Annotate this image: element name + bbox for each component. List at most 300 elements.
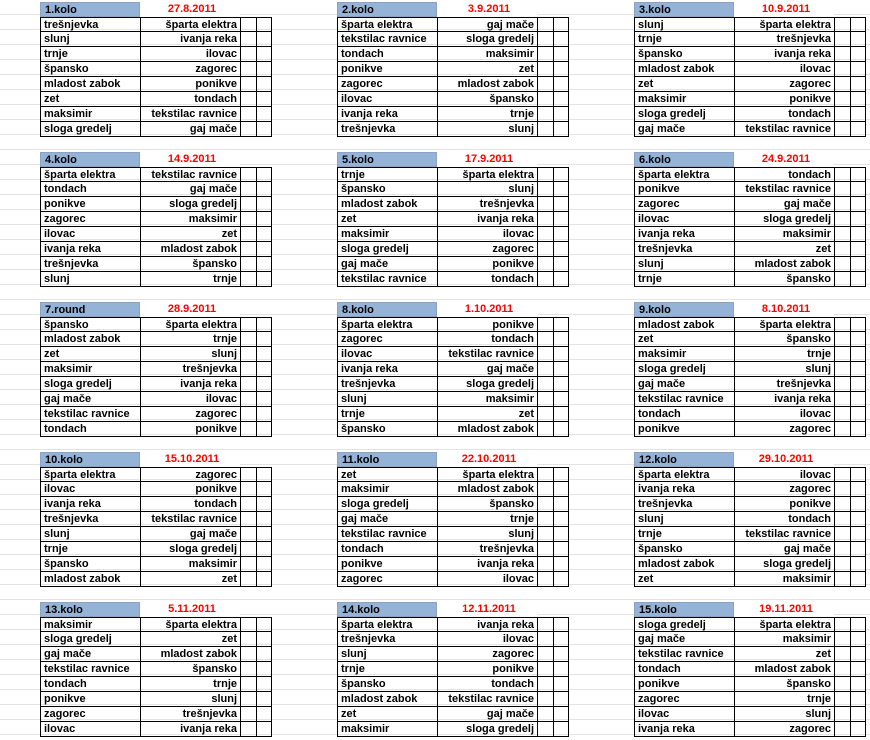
home-team-cell[interactable]: tekstilac ravnice	[40, 407, 140, 422]
round-date[interactable]: 3.9.2011	[437, 2, 537, 17]
away-score-cell[interactable]	[850, 662, 866, 677]
home-team-cell[interactable]: trnje	[40, 47, 140, 62]
home-score-cell[interactable]	[537, 617, 553, 632]
away-score-cell[interactable]	[256, 497, 272, 512]
away-score-cell[interactable]	[553, 692, 569, 707]
home-score-cell[interactable]	[537, 197, 553, 212]
away-score-cell[interactable]	[850, 257, 866, 272]
away-score-cell[interactable]	[850, 692, 866, 707]
home-team-cell[interactable]: sloga gredelj	[337, 242, 437, 257]
away-team-cell[interactable]: ilovac	[734, 467, 834, 482]
home-score-cell[interactable]	[834, 512, 850, 527]
home-team-cell[interactable]: ilovac	[337, 92, 437, 107]
home-team-cell[interactable]: trešnjevka	[337, 122, 437, 137]
home-score-cell[interactable]	[834, 662, 850, 677]
away-team-cell[interactable]: ilovac	[734, 407, 834, 422]
round-date[interactable]: 8.10.2011	[734, 302, 834, 317]
away-score-cell[interactable]	[256, 17, 272, 32]
home-score-cell[interactable]	[834, 722, 850, 737]
round-title[interactable]: 7.round	[40, 302, 140, 317]
away-team-cell[interactable]: sloga gredelj	[734, 557, 834, 572]
home-score-cell[interactable]	[537, 542, 553, 557]
away-score-cell[interactable]	[553, 392, 569, 407]
away-team-cell[interactable]: ilovac	[437, 572, 537, 587]
away-score-cell[interactable]	[850, 542, 866, 557]
home-team-cell[interactable]: tondach	[634, 662, 734, 677]
away-score-cell[interactable]	[553, 377, 569, 392]
away-team-cell[interactable]: gaj mače	[437, 17, 537, 32]
away-team-cell[interactable]: slunj	[437, 182, 537, 197]
away-score-cell[interactable]	[850, 512, 866, 527]
home-score-cell[interactable]	[537, 17, 553, 32]
home-team-cell[interactable]: ivanja reka	[634, 722, 734, 737]
round-title[interactable]: 12.kolo	[634, 452, 734, 467]
away-score-cell[interactable]	[553, 362, 569, 377]
home-team-cell[interactable]: trnje	[634, 527, 734, 542]
away-team-cell[interactable]: zet	[140, 632, 240, 647]
away-score-cell[interactable]	[256, 512, 272, 527]
away-team-cell[interactable]: špansko	[437, 497, 537, 512]
away-score-cell[interactable]	[256, 317, 272, 332]
home-score-cell[interactable]	[537, 122, 553, 137]
home-score-cell[interactable]	[240, 317, 256, 332]
away-score-cell[interactable]	[850, 32, 866, 47]
home-team-cell[interactable]: slunj	[634, 257, 734, 272]
away-score-cell[interactable]	[850, 572, 866, 587]
away-team-cell[interactable]: šparta elektra	[734, 617, 834, 632]
home-team-cell[interactable]: maksimir	[337, 722, 437, 737]
home-team-cell[interactable]: ivanja reka	[634, 227, 734, 242]
away-team-cell[interactable]: mladost zabok	[437, 77, 537, 92]
home-team-cell[interactable]: zet	[40, 347, 140, 362]
away-score-cell[interactable]	[850, 212, 866, 227]
home-team-cell[interactable]: tekstilac ravnice	[634, 392, 734, 407]
home-score-cell[interactable]	[240, 227, 256, 242]
home-team-cell[interactable]: šparta elektra	[634, 167, 734, 182]
away-team-cell[interactable]: ivanja reka	[140, 377, 240, 392]
away-score-cell[interactable]	[553, 617, 569, 632]
away-team-cell[interactable]: špansko	[734, 332, 834, 347]
home-team-cell[interactable]: slunj	[337, 392, 437, 407]
home-score-cell[interactable]	[834, 557, 850, 572]
home-team-cell[interactable]: sloga gredelj	[634, 362, 734, 377]
home-team-cell[interactable]: tondach	[634, 407, 734, 422]
away-team-cell[interactable]: gaj mače	[140, 122, 240, 137]
home-score-cell[interactable]	[834, 542, 850, 557]
round-date[interactable]: 15.10.2011	[140, 452, 240, 467]
away-score-cell[interactable]	[256, 647, 272, 662]
away-team-cell[interactable]: ponikve	[437, 257, 537, 272]
round-title[interactable]: 13.kolo	[40, 602, 140, 617]
home-score-cell[interactable]	[240, 392, 256, 407]
away-score-cell[interactable]	[553, 422, 569, 437]
away-score-cell[interactable]	[256, 92, 272, 107]
round-title[interactable]: 15.kolo	[634, 602, 734, 617]
away-team-cell[interactable]: ivanja reka	[437, 617, 537, 632]
home-score-cell[interactable]	[240, 197, 256, 212]
away-score-cell[interactable]	[553, 32, 569, 47]
home-team-cell[interactable]: trešnjevka	[40, 17, 140, 32]
home-score-cell[interactable]	[834, 707, 850, 722]
away-team-cell[interactable]: ivanja reka	[437, 212, 537, 227]
away-score-cell[interactable]	[256, 362, 272, 377]
home-team-cell[interactable]: mladost zabok	[634, 317, 734, 332]
away-score-cell[interactable]	[850, 557, 866, 572]
home-team-cell[interactable]: ilovac	[634, 212, 734, 227]
round-title[interactable]: 8.kolo	[337, 302, 437, 317]
home-team-cell[interactable]: zet	[634, 332, 734, 347]
home-score-cell[interactable]	[240, 662, 256, 677]
home-score-cell[interactable]	[537, 62, 553, 77]
home-team-cell[interactable]: špansko	[40, 62, 140, 77]
home-score-cell[interactable]	[537, 467, 553, 482]
home-score-cell[interactable]	[537, 257, 553, 272]
away-team-cell[interactable]: trešnjevka	[140, 362, 240, 377]
away-team-cell[interactable]: gaj mače	[140, 527, 240, 542]
home-team-cell[interactable]: sloga gredelj	[634, 617, 734, 632]
home-team-cell[interactable]: trešnjevka	[634, 242, 734, 257]
away-score-cell[interactable]	[256, 257, 272, 272]
away-team-cell[interactable]: trešnjevka	[437, 542, 537, 557]
away-score-cell[interactable]	[850, 617, 866, 632]
away-score-cell[interactable]	[850, 182, 866, 197]
away-team-cell[interactable]: špansko	[734, 272, 834, 287]
away-score-cell[interactable]	[850, 92, 866, 107]
away-team-cell[interactable]: zagorec	[140, 62, 240, 77]
home-team-cell[interactable]: gaj mače	[634, 122, 734, 137]
away-team-cell[interactable]: tekstilac ravnice	[140, 107, 240, 122]
home-team-cell[interactable]: ivanja reka	[337, 107, 437, 122]
home-team-cell[interactable]: šparta elektra	[337, 317, 437, 332]
home-team-cell[interactable]: šparta elektra	[337, 17, 437, 32]
away-team-cell[interactable]: gaj mače	[140, 182, 240, 197]
home-score-cell[interactable]	[240, 347, 256, 362]
home-team-cell[interactable]: špansko	[634, 542, 734, 557]
home-team-cell[interactable]: trešnjevka	[40, 257, 140, 272]
home-team-cell[interactable]: šparta elektra	[634, 467, 734, 482]
home-score-cell[interactable]	[537, 647, 553, 662]
home-team-cell[interactable]: gaj mače	[634, 377, 734, 392]
home-score-cell[interactable]	[537, 47, 553, 62]
away-score-cell[interactable]	[553, 92, 569, 107]
away-team-cell[interactable]: šparta elektra	[140, 317, 240, 332]
home-score-cell[interactable]	[537, 377, 553, 392]
home-score-cell[interactable]	[240, 632, 256, 647]
away-team-cell[interactable]: ilovac	[437, 632, 537, 647]
away-team-cell[interactable]: ponikve	[140, 422, 240, 437]
away-team-cell[interactable]: tondach	[734, 167, 834, 182]
away-score-cell[interactable]	[553, 482, 569, 497]
home-score-cell[interactable]	[537, 347, 553, 362]
home-score-cell[interactable]	[834, 407, 850, 422]
away-team-cell[interactable]: trešnjevka	[437, 197, 537, 212]
away-team-cell[interactable]: tekstilac ravnice	[140, 167, 240, 182]
away-score-cell[interactable]	[850, 722, 866, 737]
away-score-cell[interactable]	[553, 557, 569, 572]
away-score-cell[interactable]	[850, 647, 866, 662]
away-team-cell[interactable]: sloga gredelj	[437, 32, 537, 47]
home-team-cell[interactable]: sloga gredelj	[634, 107, 734, 122]
home-team-cell[interactable]: zagorec	[634, 692, 734, 707]
home-team-cell[interactable]: trnje	[40, 542, 140, 557]
home-team-cell[interactable]: ilovac	[40, 482, 140, 497]
home-score-cell[interactable]	[537, 242, 553, 257]
away-team-cell[interactable]: ivanja reka	[734, 392, 834, 407]
away-team-cell[interactable]: šparta elektra	[734, 317, 834, 332]
away-team-cell[interactable]: ponikve	[437, 317, 537, 332]
round-date[interactable]: 22.10.2011	[437, 452, 537, 467]
away-score-cell[interactable]	[553, 722, 569, 737]
away-team-cell[interactable]: trnje	[140, 677, 240, 692]
away-score-cell[interactable]	[850, 422, 866, 437]
away-score-cell[interactable]	[850, 707, 866, 722]
home-score-cell[interactable]	[537, 497, 553, 512]
away-team-cell[interactable]: tekstilac ravnice	[734, 182, 834, 197]
home-team-cell[interactable]: špansko	[634, 47, 734, 62]
away-score-cell[interactable]	[850, 227, 866, 242]
round-date[interactable]: 17.9.2011	[437, 152, 537, 167]
home-team-cell[interactable]: zagorec	[40, 707, 140, 722]
away-score-cell[interactable]	[850, 197, 866, 212]
away-team-cell[interactable]: ilovac	[140, 392, 240, 407]
home-team-cell[interactable]: zet	[337, 212, 437, 227]
away-score-cell[interactable]	[256, 542, 272, 557]
round-title[interactable]: 9.kolo	[634, 302, 734, 317]
away-team-cell[interactable]: zagorec	[140, 407, 240, 422]
home-score-cell[interactable]	[537, 512, 553, 527]
away-team-cell[interactable]: sloga gredelj	[437, 722, 537, 737]
round-date[interactable]: 12.11.2011	[437, 602, 537, 617]
away-team-cell[interactable]: gaj mače	[437, 362, 537, 377]
home-score-cell[interactable]	[537, 167, 553, 182]
home-score-cell[interactable]	[834, 32, 850, 47]
away-score-cell[interactable]	[256, 272, 272, 287]
away-score-cell[interactable]	[553, 347, 569, 362]
home-score-cell[interactable]	[240, 107, 256, 122]
home-team-cell[interactable]: gaj mače	[337, 512, 437, 527]
home-team-cell[interactable]: šparta elektra	[40, 467, 140, 482]
home-team-cell[interactable]: slunj	[337, 647, 437, 662]
home-team-cell[interactable]: zagorec	[337, 332, 437, 347]
home-score-cell[interactable]	[240, 707, 256, 722]
home-score-cell[interactable]	[240, 542, 256, 557]
away-team-cell[interactable]: špansko	[140, 257, 240, 272]
home-team-cell[interactable]: tondach	[337, 47, 437, 62]
away-score-cell[interactable]	[553, 662, 569, 677]
round-date[interactable]: 14.9.2011	[140, 152, 240, 167]
away-team-cell[interactable]: trnje	[140, 272, 240, 287]
away-score-cell[interactable]	[256, 482, 272, 497]
home-team-cell[interactable]: maksimir	[337, 227, 437, 242]
home-score-cell[interactable]	[834, 107, 850, 122]
away-score-cell[interactable]	[850, 482, 866, 497]
away-score-cell[interactable]	[850, 17, 866, 32]
home-score-cell[interactable]	[834, 242, 850, 257]
round-title[interactable]: 14.kolo	[337, 602, 437, 617]
away-team-cell[interactable]: slunj	[437, 122, 537, 137]
away-team-cell[interactable]: sloga gredelj	[140, 542, 240, 557]
away-team-cell[interactable]: sloga gredelj	[140, 197, 240, 212]
home-score-cell[interactable]	[834, 677, 850, 692]
home-score-cell[interactable]	[240, 242, 256, 257]
home-score-cell[interactable]	[834, 647, 850, 662]
home-team-cell[interactable]: zet	[40, 92, 140, 107]
away-team-cell[interactable]: zet	[140, 572, 240, 587]
home-score-cell[interactable]	[240, 512, 256, 527]
away-team-cell[interactable]: ponikve	[140, 77, 240, 92]
home-team-cell[interactable]: mladost zabok	[40, 77, 140, 92]
home-team-cell[interactable]: tekstilac ravnice	[337, 32, 437, 47]
home-team-cell[interactable]: šparta elektra	[337, 617, 437, 632]
away-team-cell[interactable]: mladost zabok	[140, 647, 240, 662]
away-score-cell[interactable]	[553, 317, 569, 332]
home-team-cell[interactable]: tekstilac ravnice	[634, 647, 734, 662]
away-score-cell[interactable]	[850, 47, 866, 62]
home-team-cell[interactable]: zet	[337, 467, 437, 482]
home-score-cell[interactable]	[240, 572, 256, 587]
away-team-cell[interactable]: tekstilac ravnice	[140, 512, 240, 527]
home-team-cell[interactable]: gaj mače	[40, 392, 140, 407]
home-team-cell[interactable]: mladost zabok	[634, 557, 734, 572]
away-score-cell[interactable]	[256, 617, 272, 632]
away-score-cell[interactable]	[850, 242, 866, 257]
home-team-cell[interactable]: trnje	[337, 407, 437, 422]
home-score-cell[interactable]	[537, 407, 553, 422]
home-team-cell[interactable]: slunj	[634, 17, 734, 32]
home-score-cell[interactable]	[834, 47, 850, 62]
home-score-cell[interactable]	[240, 362, 256, 377]
away-score-cell[interactable]	[553, 332, 569, 347]
away-score-cell[interactable]	[553, 467, 569, 482]
away-team-cell[interactable]: maksimir	[734, 227, 834, 242]
home-score-cell[interactable]	[834, 572, 850, 587]
away-score-cell[interactable]	[256, 662, 272, 677]
home-team-cell[interactable]: tekstilac ravnice	[337, 272, 437, 287]
home-team-cell[interactable]: ilovac	[337, 347, 437, 362]
home-score-cell[interactable]	[834, 317, 850, 332]
home-team-cell[interactable]: ponikve	[40, 197, 140, 212]
away-team-cell[interactable]: tondach	[140, 497, 240, 512]
home-team-cell[interactable]: zet	[337, 707, 437, 722]
away-team-cell[interactable]: zagorec	[437, 647, 537, 662]
round-title[interactable]: 1.kolo	[40, 2, 140, 17]
home-score-cell[interactable]	[537, 77, 553, 92]
away-team-cell[interactable]: tondach	[734, 512, 834, 527]
home-team-cell[interactable]: slunj	[634, 512, 734, 527]
home-team-cell[interactable]: ponikve	[40, 692, 140, 707]
home-team-cell[interactable]: špansko	[40, 557, 140, 572]
away-team-cell[interactable]: ivanja reka	[140, 32, 240, 47]
home-score-cell[interactable]	[834, 167, 850, 182]
home-team-cell[interactable]: zet	[634, 77, 734, 92]
away-score-cell[interactable]	[850, 407, 866, 422]
home-score-cell[interactable]	[240, 557, 256, 572]
away-team-cell[interactable]: ilovac	[140, 47, 240, 62]
home-team-cell[interactable]: trešnjevka	[337, 377, 437, 392]
away-score-cell[interactable]	[256, 32, 272, 47]
home-team-cell[interactable]: trnje	[634, 272, 734, 287]
home-score-cell[interactable]	[537, 722, 553, 737]
away-score-cell[interactable]	[850, 107, 866, 122]
away-score-cell[interactable]	[256, 407, 272, 422]
away-score-cell[interactable]	[256, 422, 272, 437]
home-team-cell[interactable]: ponikve	[634, 422, 734, 437]
away-score-cell[interactable]	[256, 167, 272, 182]
away-team-cell[interactable]: ponikve	[140, 482, 240, 497]
home-score-cell[interactable]	[834, 482, 850, 497]
home-team-cell[interactable]: trnje	[337, 662, 437, 677]
round-date[interactable]: 28.9.2011	[140, 302, 240, 317]
home-score-cell[interactable]	[240, 722, 256, 737]
home-score-cell[interactable]	[537, 527, 553, 542]
away-score-cell[interactable]	[850, 122, 866, 137]
away-team-cell[interactable]: trnje	[140, 332, 240, 347]
away-team-cell[interactable]: tekstilac ravnice	[734, 122, 834, 137]
away-score-cell[interactable]	[256, 212, 272, 227]
home-score-cell[interactable]	[240, 17, 256, 32]
away-team-cell[interactable]: slunj	[734, 707, 834, 722]
away-team-cell[interactable]: trešnjevka	[140, 707, 240, 722]
away-team-cell[interactable]: tondach	[437, 272, 537, 287]
away-team-cell[interactable]: trnje	[734, 692, 834, 707]
round-title[interactable]: 6.kolo	[634, 152, 734, 167]
away-score-cell[interactable]	[553, 197, 569, 212]
home-team-cell[interactable]: mladost zabok	[40, 332, 140, 347]
home-team-cell[interactable]: sloga gredelj	[40, 632, 140, 647]
away-team-cell[interactable]: šparta elektra	[437, 467, 537, 482]
round-date[interactable]: 19.11.2011	[734, 602, 834, 617]
away-score-cell[interactable]	[256, 122, 272, 137]
home-team-cell[interactable]: ilovac	[40, 227, 140, 242]
home-team-cell[interactable]: zagorec	[337, 572, 437, 587]
home-team-cell[interactable]: mladost zabok	[337, 692, 437, 707]
home-score-cell[interactable]	[240, 92, 256, 107]
away-team-cell[interactable]: tondach	[437, 332, 537, 347]
home-team-cell[interactable]: slunj	[40, 272, 140, 287]
home-score-cell[interactable]	[834, 392, 850, 407]
home-team-cell[interactable]: ponikve	[634, 182, 734, 197]
home-score-cell[interactable]	[537, 422, 553, 437]
away-score-cell[interactable]	[553, 572, 569, 587]
away-score-cell[interactable]	[850, 377, 866, 392]
away-team-cell[interactable]: maksimir	[734, 572, 834, 587]
home-score-cell[interactable]	[537, 707, 553, 722]
away-team-cell[interactable]: trnje	[437, 107, 537, 122]
home-team-cell[interactable]: mladost zabok	[634, 62, 734, 77]
home-team-cell[interactable]: trnje	[634, 32, 734, 47]
away-score-cell[interactable]	[256, 527, 272, 542]
home-score-cell[interactable]	[834, 212, 850, 227]
away-team-cell[interactable]: maksimir	[140, 557, 240, 572]
away-team-cell[interactable]: sloga gredelj	[734, 212, 834, 227]
away-team-cell[interactable]: tekstilac ravnice	[734, 527, 834, 542]
home-team-cell[interactable]: ilovac	[634, 707, 734, 722]
round-date[interactable]: 5.11.2011	[140, 602, 240, 617]
home-score-cell[interactable]	[240, 422, 256, 437]
home-team-cell[interactable]: mladost zabok	[40, 572, 140, 587]
home-team-cell[interactable]: tondach	[40, 677, 140, 692]
round-title[interactable]: 3.kolo	[634, 2, 734, 17]
away-score-cell[interactable]	[256, 47, 272, 62]
round-date[interactable]: 1.10.2011	[437, 302, 537, 317]
away-team-cell[interactable]: špansko	[140, 662, 240, 677]
away-score-cell[interactable]	[256, 77, 272, 92]
home-score-cell[interactable]	[834, 77, 850, 92]
away-team-cell[interactable]: šparta elektra	[140, 617, 240, 632]
home-score-cell[interactable]	[537, 332, 553, 347]
away-score-cell[interactable]	[553, 257, 569, 272]
home-team-cell[interactable]: zagorec	[40, 212, 140, 227]
